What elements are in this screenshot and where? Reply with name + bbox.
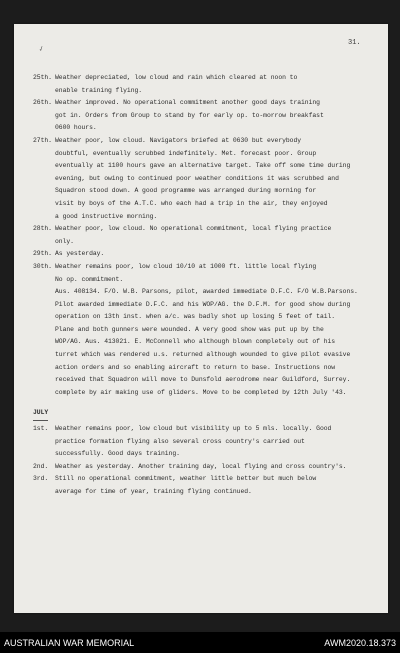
july-entries — [33, 423, 378, 499]
entry-date: 1st. — [33, 425, 49, 433]
diary-entry — [33, 473, 378, 498]
month-heading: JULY — [33, 407, 48, 421]
entry-line: complete by air making use of gliders. Move to be completed by 12th July '43. — [55, 388, 347, 396]
entry-line: turret which was rendered u.s. returned although wounded to give pilot evasive — [55, 351, 351, 359]
entry-body — [55, 261, 378, 400]
entry-line: Squadron stood down. A good programme was arranged during morning for — [55, 187, 317, 195]
entry-line: got in. Orders from Group to stand by for early op. to-morrow breakfast — [55, 111, 324, 119]
diary-entry — [33, 72, 378, 97]
entry-line: action orders and so enabling aircraft to return to base. Instructions now — [55, 363, 336, 371]
entry-line: operation on 13th inst. when a/c. was badly shot up losing 5 feet of tail. — [55, 313, 336, 321]
pencil-tick-mark: ✓ — [37, 44, 46, 55]
entry-line: Weather poor, low cloud. No operational commitment, local flying practice — [55, 225, 332, 233]
entry-line: Weather remains poor, low cloud 10/10 at 1000 ft. little local flying — [55, 262, 317, 270]
entry-line: Weather poor, low cloud. Navigators briefed at 0630 but everybody — [55, 136, 302, 144]
entry-date: 27th. — [33, 136, 52, 144]
entry-date: 30th. — [33, 262, 52, 270]
diary-entry — [33, 248, 378, 261]
entry-line: a good instructive morning. — [55, 212, 158, 220]
diary-text — [33, 72, 378, 499]
june-entries — [33, 72, 378, 399]
entry-body — [55, 423, 378, 461]
entry-body — [55, 248, 378, 261]
entry-body — [55, 461, 378, 474]
entry-body — [55, 223, 378, 248]
diary-entry — [33, 223, 378, 248]
entry-line: 0600 hours. — [55, 124, 97, 132]
entry-line: Pilot awarded immediate D.F.C. and his WOP/AG. the D.F.M. for good show during — [55, 300, 351, 308]
entry-line: visit by boys of the A.T.C. who each had a trip in the air, they enjoyed — [55, 199, 328, 207]
entry-body — [55, 72, 378, 97]
entry-date: 25th. — [33, 74, 52, 81]
institution-label: AUSTRALIAN WAR MEMORIAL — [4, 638, 135, 648]
entry-line: enable training flying. — [55, 86, 143, 94]
diary-entry — [33, 135, 378, 223]
footer-bar — [0, 632, 400, 653]
entry-line: practice formation flying also several cross country's carried out — [55, 437, 305, 445]
entry-line: WOP/AG. Aus. 413021. E. McConnell who although blown completely out of his — [55, 338, 336, 346]
diary-entry — [33, 423, 378, 461]
entry-line: Weather as yesterday. Another training day, local flying and cross country's. — [55, 462, 347, 470]
entry-line: Weather improved. No operational commitment another good days training — [55, 99, 320, 107]
entry-body — [55, 473, 378, 498]
reference-number: AWM2020.18.373 — [324, 638, 396, 648]
entry-line: only. — [55, 237, 74, 245]
entry-line: As yesterday. — [55, 250, 105, 258]
entry-date: 28th. — [33, 225, 52, 233]
entry-date: 29th. — [33, 250, 52, 258]
diary-entry — [33, 97, 378, 135]
entry-date: 26th. — [33, 99, 52, 107]
entry-body — [55, 135, 378, 223]
page-number: 31. — [348, 39, 361, 47]
entry-date: 3rd. — [33, 475, 49, 483]
entry-line: Weather depreciated, low cloud and rain which cleared at noon to — [55, 74, 298, 81]
diary-entry — [33, 461, 378, 474]
entry-line: successfully. Good days training. — [55, 450, 180, 458]
entry-body — [55, 97, 378, 135]
entry-line: Weather remains poor, low cloud but visibility up to 5 mls. locally. Good — [55, 425, 332, 433]
entry-line: No op. commitment. — [55, 275, 124, 283]
entry-line: eventually at 1100 hours gave an alternative target. Take off some time during — [55, 162, 351, 170]
entry-line: evening, but owing to continued poor weather conditions it was scrubbed and — [55, 174, 339, 182]
entry-line: average for time of year, training flying continued. — [55, 488, 252, 495]
entry-line: Aus. 408134. F/O. W.B. Parsons, pilot, awarded immediate D.F.C. F/O W.B.Parsons. — [55, 288, 358, 296]
entry-line: doubtful, eventually scrubbed indefinitely. Met. forecast poor. Group — [55, 149, 317, 157]
diary-entry — [33, 261, 378, 400]
entry-date: 2nd. — [33, 462, 49, 470]
entry-line: received that Squadron will move to Dunsfold aerodrome near Guildford, Surrey. — [55, 376, 351, 384]
entry-line: Still no operational commitment, weather little better but much below — [55, 475, 317, 483]
entry-line: Plane and both gunners were wounded. A very good show was put up by the — [55, 325, 324, 333]
